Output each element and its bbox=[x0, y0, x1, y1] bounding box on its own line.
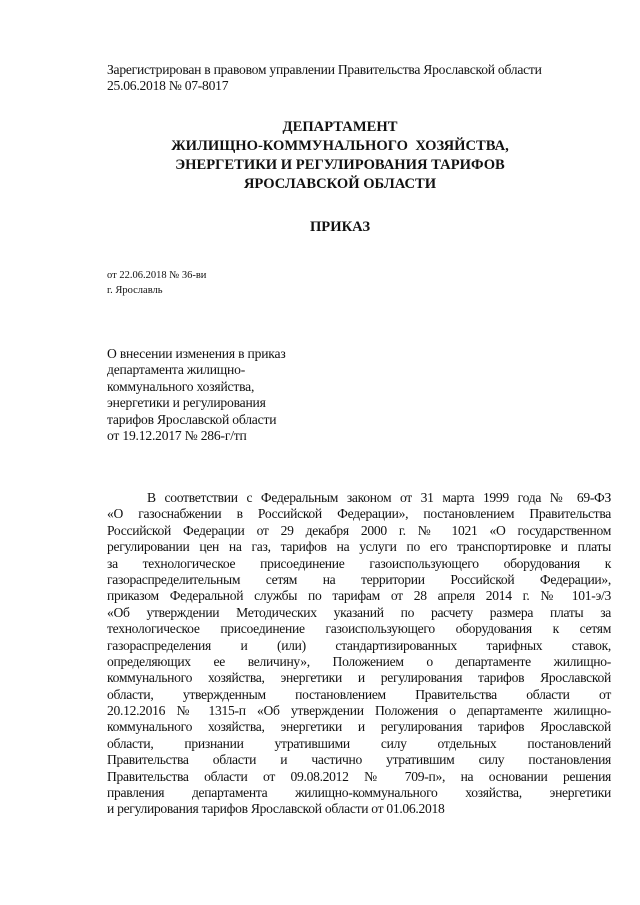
department-line-2: ЖИЛИЩНО-КОММУНАЛЬНОГО ХОЗЯЙСТВА, bbox=[171, 138, 509, 154]
order-date-number: от 22.06.2018 № 36-ви bbox=[107, 270, 207, 281]
body-line: «Об утверждении Методических указаний по расчету размера платы за bbox=[107, 604, 611, 620]
document-type-title: ПРИКАЗ bbox=[309, 219, 371, 235]
body-line: газораспределения и (или) стандартизированных тарифных ставок, bbox=[107, 637, 611, 653]
department-line-1: ДЕПАРТАМЕНТ bbox=[282, 119, 398, 135]
body-line: правления департамента жилищно-коммунального хозяйства, энергетики bbox=[107, 785, 611, 801]
body-line: за технологическое присоединение газоиспользующего оборудования к bbox=[107, 555, 611, 571]
department-header bbox=[80, 118, 600, 194]
body-line: Российской Федерации от 29 декабря 2000 г. № 1021 «О государственном bbox=[107, 522, 611, 538]
body-line: приказом Федеральной службы по тарифам от 28 апреля 2014 г. № 101-э/3 bbox=[107, 588, 611, 604]
department-line-3: ЭНЕРГЕТИКИ И РЕГУЛИРОВАНИЯ ТАРИФОВ bbox=[175, 157, 505, 173]
body-line: Правительства области и частично утратившим силу постановления bbox=[107, 752, 611, 768]
body-line: и регулирования тарифов Ярославской области от 01.06.2018 bbox=[107, 801, 445, 817]
order-city: г. Ярославль bbox=[107, 285, 163, 296]
subject-line: О внесении изменения в приказ bbox=[107, 346, 286, 361]
registration-line-1: Зарегистрирован в правовом управлении Правительства Ярославской области bbox=[107, 62, 542, 77]
body-line: коммунального хозяйства, энергетики и регулирования тарифов Ярославской bbox=[107, 670, 611, 686]
body-line: «О газоснабжении в Российской Федерации», постановлением Правительства bbox=[107, 506, 611, 522]
subject-line: коммунального хозяйства, bbox=[107, 378, 255, 394]
body-line: Правительства области от 09.08.2012 № 709-п», на основании решения bbox=[107, 768, 611, 784]
subject-line: энергетики и регулирования bbox=[107, 395, 266, 411]
body-line: регулировании цен на газ, тарифов на услуги по его транспортировке и платы bbox=[107, 539, 611, 555]
subject-line: тарифов Ярославской области bbox=[107, 411, 277, 427]
subject-line: от 19.12.2017 № 286-г/тп bbox=[107, 428, 247, 444]
subject-line: департамента жилищно- bbox=[107, 362, 246, 378]
order-meta bbox=[107, 268, 206, 298]
body-line: газораспределительным сетям на территории Российской Федерации», bbox=[107, 571, 611, 587]
body-line: 20.12.2016 № 1315-п «Об утверждении Положения о департаменте жилищно- bbox=[107, 703, 611, 719]
order-subject bbox=[107, 346, 286, 444]
department-line-4: ЯРОСЛАВСКОЙ ОБЛАСТИ bbox=[243, 176, 437, 192]
preamble-paragraph bbox=[107, 490, 611, 818]
body-line: технологическое присоединение газоиспользующего оборудования к сетям bbox=[107, 621, 611, 637]
body-line: области, утвержденным постановлением Правительства области от bbox=[107, 686, 611, 702]
body-line: В соответствии с Федеральным законом от 31 марта 1999 года № 69-ФЗ bbox=[147, 490, 611, 505]
body-line: коммунального хозяйства, энергетики и регулирования тарифов Ярославской bbox=[107, 719, 611, 735]
body-line: определяющих ее величину», Положением о департаменте жилищно- bbox=[107, 653, 611, 669]
registration-line-2: 25.06.2018 № 07-8017 bbox=[107, 78, 229, 93]
body-line: области, признании утратившими силу отдельных постановлений bbox=[107, 735, 611, 751]
registration-note bbox=[107, 62, 627, 94]
